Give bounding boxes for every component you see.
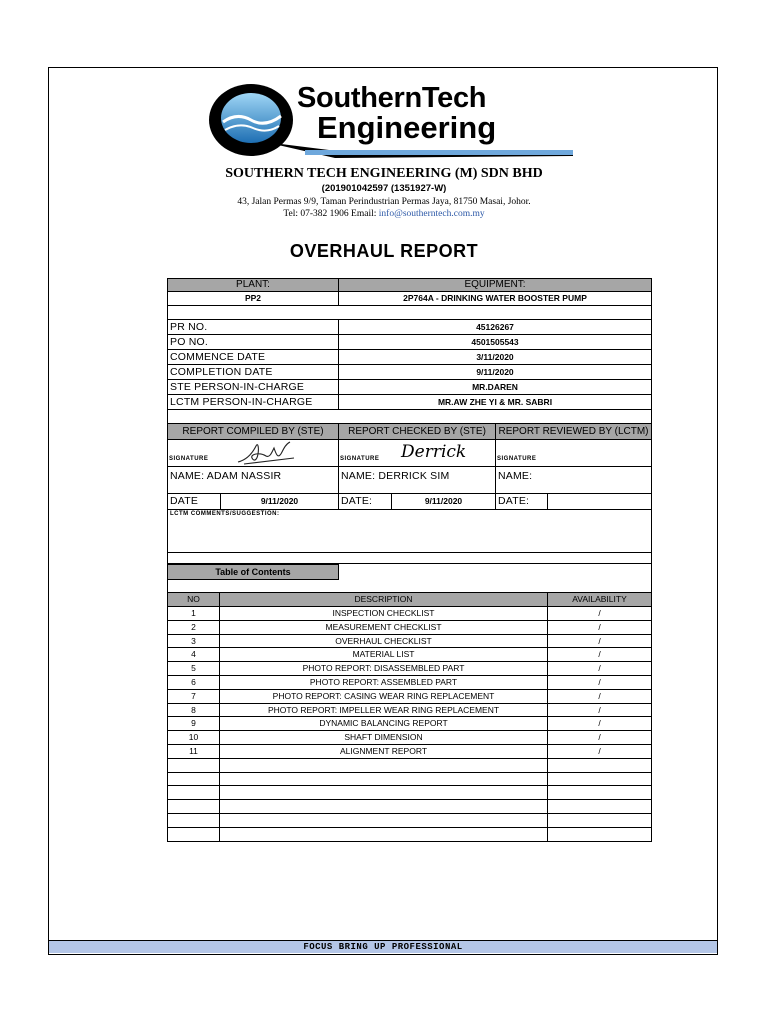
toc-row-description: INSPECTION CHECKLIST xyxy=(219,606,548,621)
company-logo xyxy=(205,82,573,162)
date-value-checked: 9/11/2020 xyxy=(391,493,496,510)
date-value-compiled: 9/11/2020 xyxy=(220,493,339,510)
spacer-row xyxy=(167,409,652,424)
logo-text-line1: SouthernTech xyxy=(297,82,487,114)
detail-label: PO NO. xyxy=(167,334,339,350)
detail-value: MR.DAREN xyxy=(338,379,652,395)
toc-row-no: 5 xyxy=(167,661,220,676)
toc-row-no: 7 xyxy=(167,689,220,704)
toc-row-no: 2 xyxy=(167,620,220,635)
company-tel: Tel: 07-382 1906 Email: xyxy=(283,209,379,219)
detail-value: 9/11/2020 xyxy=(338,364,652,380)
toc-row-description: PHOTO REPORT: DISASSEMBLED PART xyxy=(219,661,548,676)
detail-label: LCTM PERSON-IN-CHARGE xyxy=(167,394,339,410)
toc-row-description xyxy=(219,799,548,814)
toc-row-availability xyxy=(547,799,652,814)
checked-name: NAME: DERRICK SIM xyxy=(338,466,496,494)
checked-signature-cell xyxy=(338,439,496,467)
company-contact xyxy=(0,209,768,219)
detail-value: 3/11/2020 xyxy=(338,349,652,365)
lctm-comments-box xyxy=(167,509,652,553)
date-label-reviewed: DATE: xyxy=(495,493,548,510)
toc-row-description: PHOTO REPORT: ASSEMBLED PART xyxy=(219,675,548,690)
detail-value: 4501505543 xyxy=(338,334,652,350)
report-title: OVERHAUL REPORT xyxy=(289,241,479,261)
compiled-by-header: REPORT COMPILED BY (STE) xyxy=(167,423,339,440)
toc-row-no: 3 xyxy=(167,634,220,649)
toc-row-no: 10 xyxy=(167,730,220,745)
toc-col-description: DESCRIPTION xyxy=(219,592,548,607)
signature-label: SIGNATURE xyxy=(340,456,380,462)
toc-row-no: 6 xyxy=(167,675,220,690)
date-label-checked: DATE: xyxy=(338,493,392,510)
toc-row-description xyxy=(219,813,548,828)
footer-slogan: FOCUS BRING UP PROFESSIONAL xyxy=(49,940,717,953)
detail-value: 45126267 xyxy=(338,319,652,335)
toc-row-description: PHOTO REPORT: CASING WEAR RING REPLACEMENT xyxy=(219,689,548,704)
toc-row-availability: / xyxy=(547,730,652,745)
toc-row-availability: / xyxy=(547,661,652,676)
toc-row-availability: / xyxy=(547,744,652,759)
toc-row-availability: / xyxy=(547,716,652,731)
company-address: 43, Jalan Permas 9/9, Taman Perindustrian Permas Jaya, 81750 Masai, Johor. xyxy=(237,197,531,207)
toc-row-no xyxy=(167,827,220,842)
equipment-header: EQUIPMENT: xyxy=(338,278,652,292)
date-value-reviewed xyxy=(547,493,652,510)
toc-row-availability: / xyxy=(547,647,652,662)
toc-row-no: 9 xyxy=(167,716,220,731)
toc-row-description xyxy=(219,758,548,773)
toc-row-description: MEASUREMENT CHECKLIST xyxy=(219,620,548,635)
toc-row-description: DYNAMIC BALANCING REPORT xyxy=(219,716,548,731)
toc-row-availability: / xyxy=(547,703,652,718)
toc-row-no: 1 xyxy=(167,606,220,621)
comments-label: LCTM COMMENTS/SUGGESTION: xyxy=(170,511,280,517)
toc-row-description xyxy=(219,785,548,800)
reviewed-signature-cell xyxy=(495,439,652,467)
toc-row-no: 4 xyxy=(167,647,220,662)
company-email-link[interactable]: info@southerntech.com.my xyxy=(378,209,485,219)
compiled-signature-cell xyxy=(167,439,339,467)
toc-row-availability: / xyxy=(547,675,652,690)
toc-row-description xyxy=(219,772,548,787)
detail-label: COMPLETION DATE xyxy=(167,364,339,380)
logo-text-line2: Engineering xyxy=(317,110,497,145)
spacer-row xyxy=(167,305,652,320)
reviewed-by-header: REPORT REVIEWED BY (LCTM) xyxy=(495,423,652,440)
detail-label: STE PERSON-IN-CHARGE xyxy=(167,379,339,395)
company-name: SOUTHERN TECH ENGINEERING (M) SDN BHD xyxy=(225,166,543,181)
equipment-value: 2P764A - DRINKING WATER BOOSTER PUMP xyxy=(338,291,652,306)
reviewed-name: NAME: xyxy=(495,466,652,494)
toc-row-no xyxy=(167,813,220,828)
toc-row-no xyxy=(167,785,220,800)
toc-row-availability xyxy=(547,785,652,800)
toc-title: Table of Contents xyxy=(167,564,339,580)
toc-row-no: 8 xyxy=(167,703,220,718)
toc-col-availability: AVAILABILITY xyxy=(547,592,652,607)
plant-value: PP2 xyxy=(167,291,339,306)
toc-row-availability xyxy=(547,772,652,787)
detail-label: COMMENCE DATE xyxy=(167,349,339,365)
toc-row-availability xyxy=(547,813,652,828)
plant-header: PLANT: xyxy=(167,278,339,292)
handwritten-signature-icon xyxy=(234,440,300,467)
toc-row-availability: / xyxy=(547,606,652,621)
toc-row-no xyxy=(167,758,220,773)
company-registration: (201901042597 (1351927-W) xyxy=(321,183,447,194)
toc-col-no: NO xyxy=(167,592,220,607)
toc-row-description: SHAFT DIMENSION xyxy=(219,730,548,745)
toc-row-no xyxy=(167,799,220,814)
toc-row-no: 11 xyxy=(167,744,220,759)
detail-value: MR.AW ZHE YI & MR. SABRI xyxy=(338,394,652,410)
signature-label: SIGNATURE xyxy=(497,456,537,462)
toc-row-availability xyxy=(547,827,652,842)
toc-row-description: ALIGNMENT REPORT xyxy=(219,744,548,759)
toc-row-description xyxy=(219,827,548,842)
toc-row-availability: / xyxy=(547,689,652,704)
checked-signature-text: Derrick xyxy=(401,442,467,462)
toc-row-no xyxy=(167,772,220,787)
toc-row-availability: / xyxy=(547,620,652,635)
toc-row-description: OVERHAUL CHECKLIST xyxy=(219,634,548,649)
detail-label: PR NO. xyxy=(167,319,339,335)
date-label-compiled: DATE xyxy=(167,493,221,510)
checked-by-header: REPORT CHECKED BY (STE) xyxy=(338,423,496,440)
toc-row-description: MATERIAL LIST xyxy=(219,647,548,662)
compiled-name: NAME: ADAM NASSIR xyxy=(167,466,339,494)
toc-row-availability xyxy=(547,758,652,773)
signature-label: SIGNATURE xyxy=(169,456,209,462)
toc-row-description: PHOTO REPORT: IMPELLER WEAR RING REPLACEMENT xyxy=(219,703,548,718)
toc-row-availability: / xyxy=(547,634,652,649)
